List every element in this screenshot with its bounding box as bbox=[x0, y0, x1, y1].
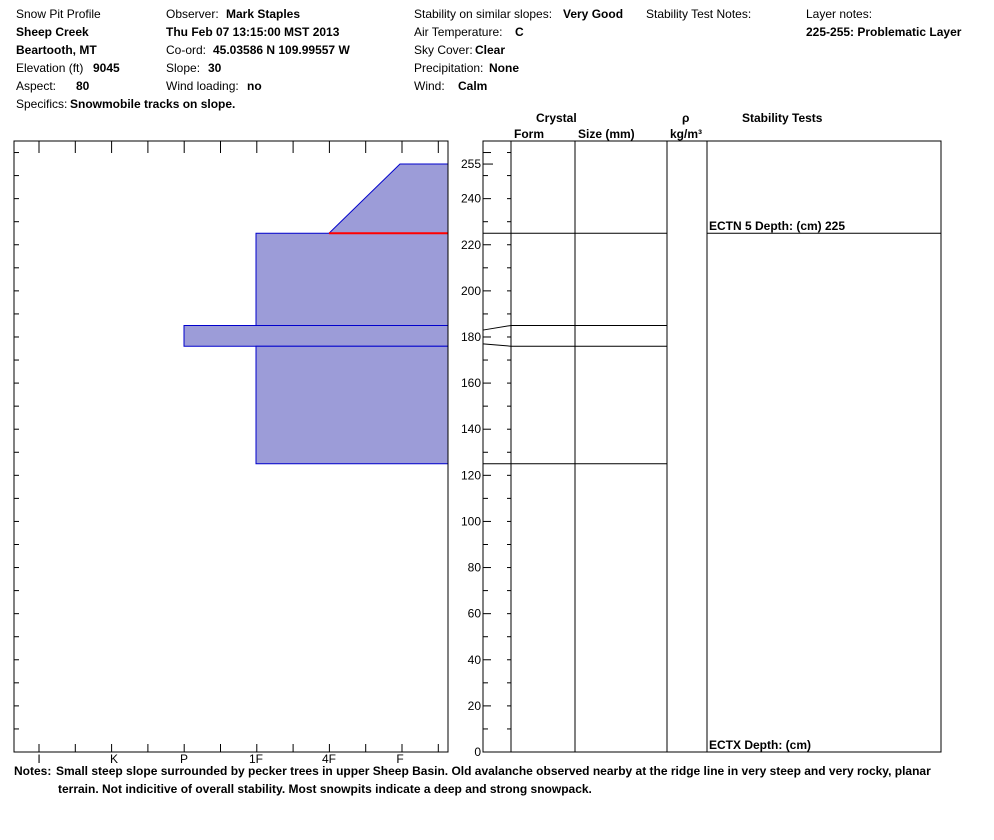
hardness-layer-0 bbox=[329, 164, 448, 233]
aspect-label: Aspect: bbox=[16, 79, 57, 93]
elevation-label: Elevation (ft) bbox=[16, 61, 84, 75]
sky-cover-value: Clear bbox=[475, 43, 506, 57]
stability-test-label-0: ECTN 5 Depth: (cm) 225 bbox=[709, 219, 846, 234]
depth-tick-label-240: 240 bbox=[460, 191, 481, 206]
slope-value: 30 bbox=[208, 61, 222, 75]
density-symbol: ρ bbox=[682, 111, 690, 125]
boundary-connector-176 bbox=[483, 344, 511, 346]
hardness-layer-3 bbox=[256, 346, 448, 464]
profile-title: Snow Pit Profile bbox=[16, 7, 101, 21]
wind-label: Wind: bbox=[414, 79, 445, 93]
form-heading: Form bbox=[514, 127, 544, 141]
depth-tick-label-120: 120 bbox=[460, 468, 481, 483]
depth-tick-label-60: 60 bbox=[467, 606, 481, 621]
stability-similar-label: Stability on similar slopes: bbox=[414, 7, 553, 21]
notes-line-2: terrain. Not indicitive of overall stability. Most snowpits indicate a deep and strong snowpack. bbox=[58, 782, 592, 796]
depth-tick-label-180: 180 bbox=[460, 329, 481, 344]
depth-tick-label-160: 160 bbox=[460, 376, 481, 391]
hardness-label-I: I bbox=[37, 752, 41, 766]
stability-test-label-1: ECTX Depth: (cm) bbox=[709, 738, 811, 752]
location-name: Sheep Creek bbox=[16, 25, 89, 39]
notes-label: Notes: bbox=[14, 764, 52, 778]
wind-loading-value: no bbox=[247, 79, 262, 93]
crystal-heading: Crystal bbox=[536, 111, 577, 125]
depth-tick-label-220: 220 bbox=[460, 237, 481, 252]
layer-notes-label: Layer notes: bbox=[806, 7, 873, 21]
wind-value: Calm bbox=[458, 79, 488, 93]
slope-label: Slope: bbox=[166, 61, 201, 75]
specifics-value: Snowmobile tracks on slope. bbox=[70, 97, 236, 111]
depth-tick-label-80: 80 bbox=[467, 560, 481, 575]
coord-value: 45.03586 N 109.99557 W bbox=[213, 43, 350, 57]
boundary-connector-185 bbox=[483, 325, 511, 330]
aspect-value: 80 bbox=[76, 79, 90, 93]
layer-note: 225-255: Problematic Layer bbox=[806, 25, 962, 39]
stability-test-notes-label: Stability Test Notes: bbox=[646, 7, 752, 21]
depth-tick-label-255: 255 bbox=[460, 157, 481, 172]
precipitation-label: Precipitation: bbox=[414, 61, 484, 75]
observer-value: Mark Staples bbox=[226, 7, 301, 21]
hardness-label-P: P bbox=[179, 752, 189, 766]
region-name: Beartooth, MT bbox=[16, 43, 97, 57]
observation-datetime: Thu Feb 07 13:15:00 MST 2013 bbox=[166, 25, 340, 39]
elevation-value: 9045 bbox=[93, 61, 120, 75]
coord-label: Co-ord: bbox=[166, 43, 207, 57]
depth-tick-label-200: 200 bbox=[460, 283, 481, 298]
observer-label: Observer: bbox=[166, 7, 219, 21]
stability-similar-value: Very Good bbox=[563, 7, 624, 21]
size-heading: Size (mm) bbox=[578, 127, 635, 141]
stability-tests-heading: Stability Tests bbox=[742, 111, 823, 125]
specifics-label: Specifics: bbox=[16, 97, 68, 111]
hardness-label-1F: 1F bbox=[248, 752, 264, 766]
notes-line-1: Small steep slope surrounded by pecker trees in upper Sheep Basin. Old avalanche observed nearby at the ridge line in very steep and very rocky, planar bbox=[56, 764, 931, 778]
depth-tick-label-20: 20 bbox=[467, 698, 481, 713]
hardness-layer-2 bbox=[184, 325, 448, 346]
precipitation-value: None bbox=[489, 61, 519, 75]
hardness-label-F: F bbox=[396, 752, 404, 766]
density-unit: kg/m³ bbox=[670, 127, 703, 141]
hardness-label-4F: 4F bbox=[321, 752, 337, 766]
depth-tick-label-100: 100 bbox=[460, 514, 481, 529]
hardness-label-K: K bbox=[109, 752, 119, 766]
sky-cover-label: Sky Cover: bbox=[414, 43, 473, 57]
air-temp-value: C bbox=[515, 25, 524, 39]
depth-tick-label-0: 0 bbox=[474, 745, 481, 759]
hardness-layer-1 bbox=[256, 233, 448, 325]
depth-tick-label-40: 40 bbox=[467, 652, 481, 667]
wind-loading-label: Wind loading: bbox=[166, 79, 239, 93]
air-temp-label: Air Temperature: bbox=[414, 25, 503, 39]
depth-tick-label-140: 140 bbox=[460, 422, 481, 437]
